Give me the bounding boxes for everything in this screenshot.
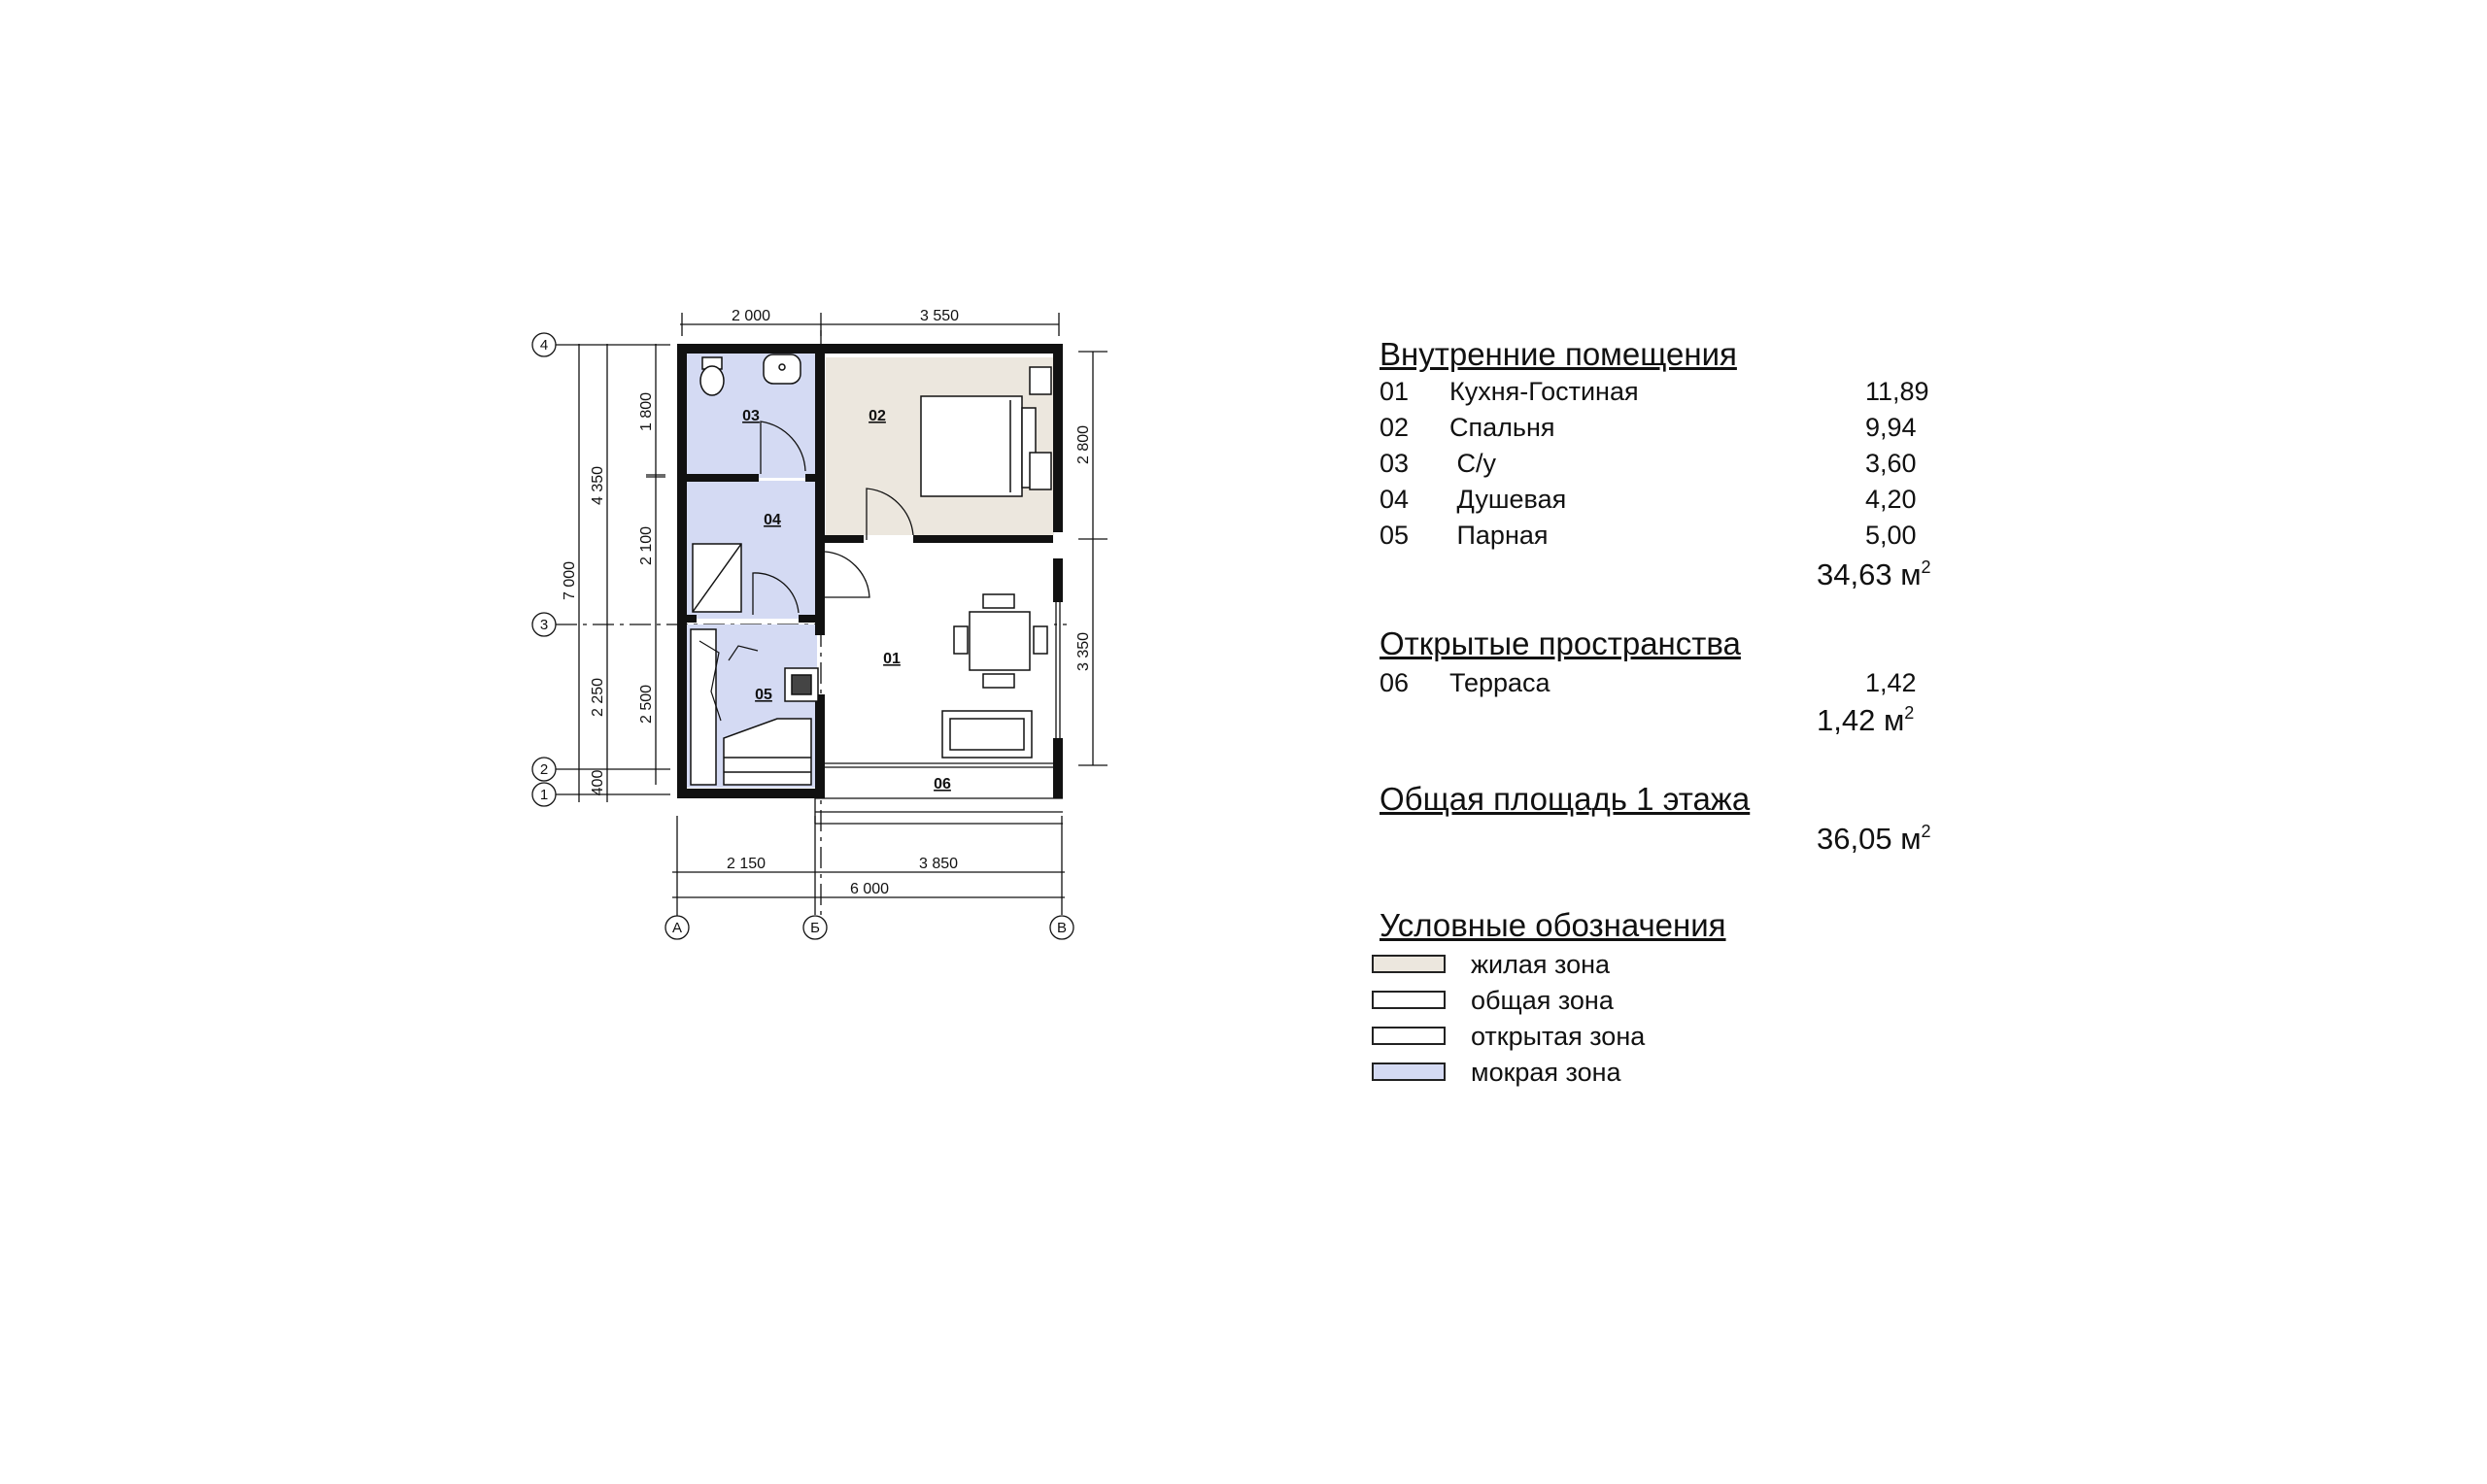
dim-left-inner-3: 2 500	[638, 684, 655, 725]
legend-label: открытая зона	[1471, 1022, 1646, 1051]
dim-bottom-1: 2 150	[726, 856, 767, 872]
legend-swatch-common	[1372, 991, 1446, 1009]
legend-label: мокрая зона	[1471, 1058, 1621, 1087]
axis-row-2: 2	[539, 761, 549, 778]
room-num: 01	[1380, 377, 1410, 406]
axis-row-1: 1	[539, 787, 549, 803]
open-total-exp: 2	[1904, 703, 1915, 723]
open-row	[1380, 668, 1943, 703]
dim-left-mid-2: 2 250	[590, 677, 606, 718]
room-name: Кухня-Гостиная	[1449, 377, 1639, 406]
room-num: 02	[1380, 413, 1410, 442]
overall-title: Общая площадь 1 этажа	[1380, 781, 1751, 817]
room-area: 9,94	[1865, 413, 1917, 442]
interior-row	[1380, 413, 1943, 448]
dim-left-total: 7 000	[562, 560, 578, 601]
open-title: Открытые пространства	[1380, 625, 1741, 661]
room-area: 4,20	[1865, 485, 1917, 514]
room-area: 1,42	[1865, 668, 1917, 697]
room-label-01: 01	[883, 651, 901, 667]
axis-col-b: Б	[810, 920, 820, 936]
dining-table-icon	[970, 612, 1030, 670]
room-num: 06	[1380, 668, 1410, 697]
room-name: С/у	[1449, 449, 1497, 478]
dim-left-inner-2: 2 100	[638, 525, 655, 566]
legend-title: Условные обозначения	[1380, 907, 1726, 943]
interior-row	[1380, 449, 1943, 484]
dim-left-inner-1: 1 800	[638, 391, 655, 432]
overall-total	[1817, 822, 1931, 857]
dim-bottom-total: 6 000	[849, 881, 890, 897]
room-label-05: 05	[755, 687, 772, 703]
room-name: Душевая	[1449, 485, 1567, 514]
interior-total-exp: 2	[1921, 557, 1931, 577]
open-total-value: 1,42 м	[1817, 703, 1905, 737]
interior-row	[1380, 521, 1943, 556]
dim-top-2: 3 550	[919, 308, 960, 324]
legend-label: жилая зона	[1471, 950, 1611, 979]
terrace	[815, 798, 1063, 824]
interior-row	[1380, 377, 1943, 412]
room-label-03: 03	[742, 408, 760, 424]
axis-row-4: 4	[539, 337, 549, 354]
open-total	[1817, 703, 1914, 738]
interior-total-value: 34,63 м	[1817, 557, 1922, 591]
interior-total	[1817, 557, 1931, 592]
interior-row	[1380, 485, 1943, 520]
room-num: 05	[1380, 521, 1410, 550]
room-area: 3,60	[1865, 449, 1917, 478]
axis-row-3: 3	[539, 617, 549, 633]
legend-swatch-wet	[1372, 1062, 1446, 1081]
legend-label: общая зона	[1471, 986, 1614, 1015]
room-area: 11,89	[1865, 377, 1929, 406]
dim-bottom-2: 3 850	[918, 856, 959, 872]
axis-col-v: В	[1056, 920, 1068, 936]
room-num: 04	[1380, 485, 1410, 514]
sauna-bench-icon	[691, 629, 716, 785]
room-area: 5,00	[1865, 521, 1917, 550]
axis-col-a: А	[671, 920, 683, 936]
dim-left-mid-1: 4 350	[590, 465, 606, 506]
room-name: Терраса	[1449, 668, 1550, 697]
room-name: Парная	[1449, 521, 1549, 550]
dim-right-1: 2 800	[1075, 424, 1092, 465]
floor-plan	[0, 0, 1360, 1068]
legend-swatch-living	[1372, 955, 1446, 973]
dim-right-2: 3 350	[1075, 631, 1092, 672]
room-label-02: 02	[869, 408, 886, 424]
interior-title: Внутренние помещения	[1380, 336, 1737, 372]
dim-top-1: 2 000	[731, 308, 771, 324]
room-label-04: 04	[764, 512, 781, 528]
dim-left-mid-3: 400	[590, 769, 606, 796]
room-label-06: 06	[934, 776, 951, 793]
bed-icon	[921, 396, 1022, 496]
room-num: 03	[1380, 449, 1410, 478]
room-name: Спальня	[1449, 413, 1555, 442]
overall-total-exp: 2	[1921, 822, 1931, 841]
legend-swatch-open	[1372, 1027, 1446, 1045]
overall-total-value: 36,05 м	[1817, 822, 1922, 856]
